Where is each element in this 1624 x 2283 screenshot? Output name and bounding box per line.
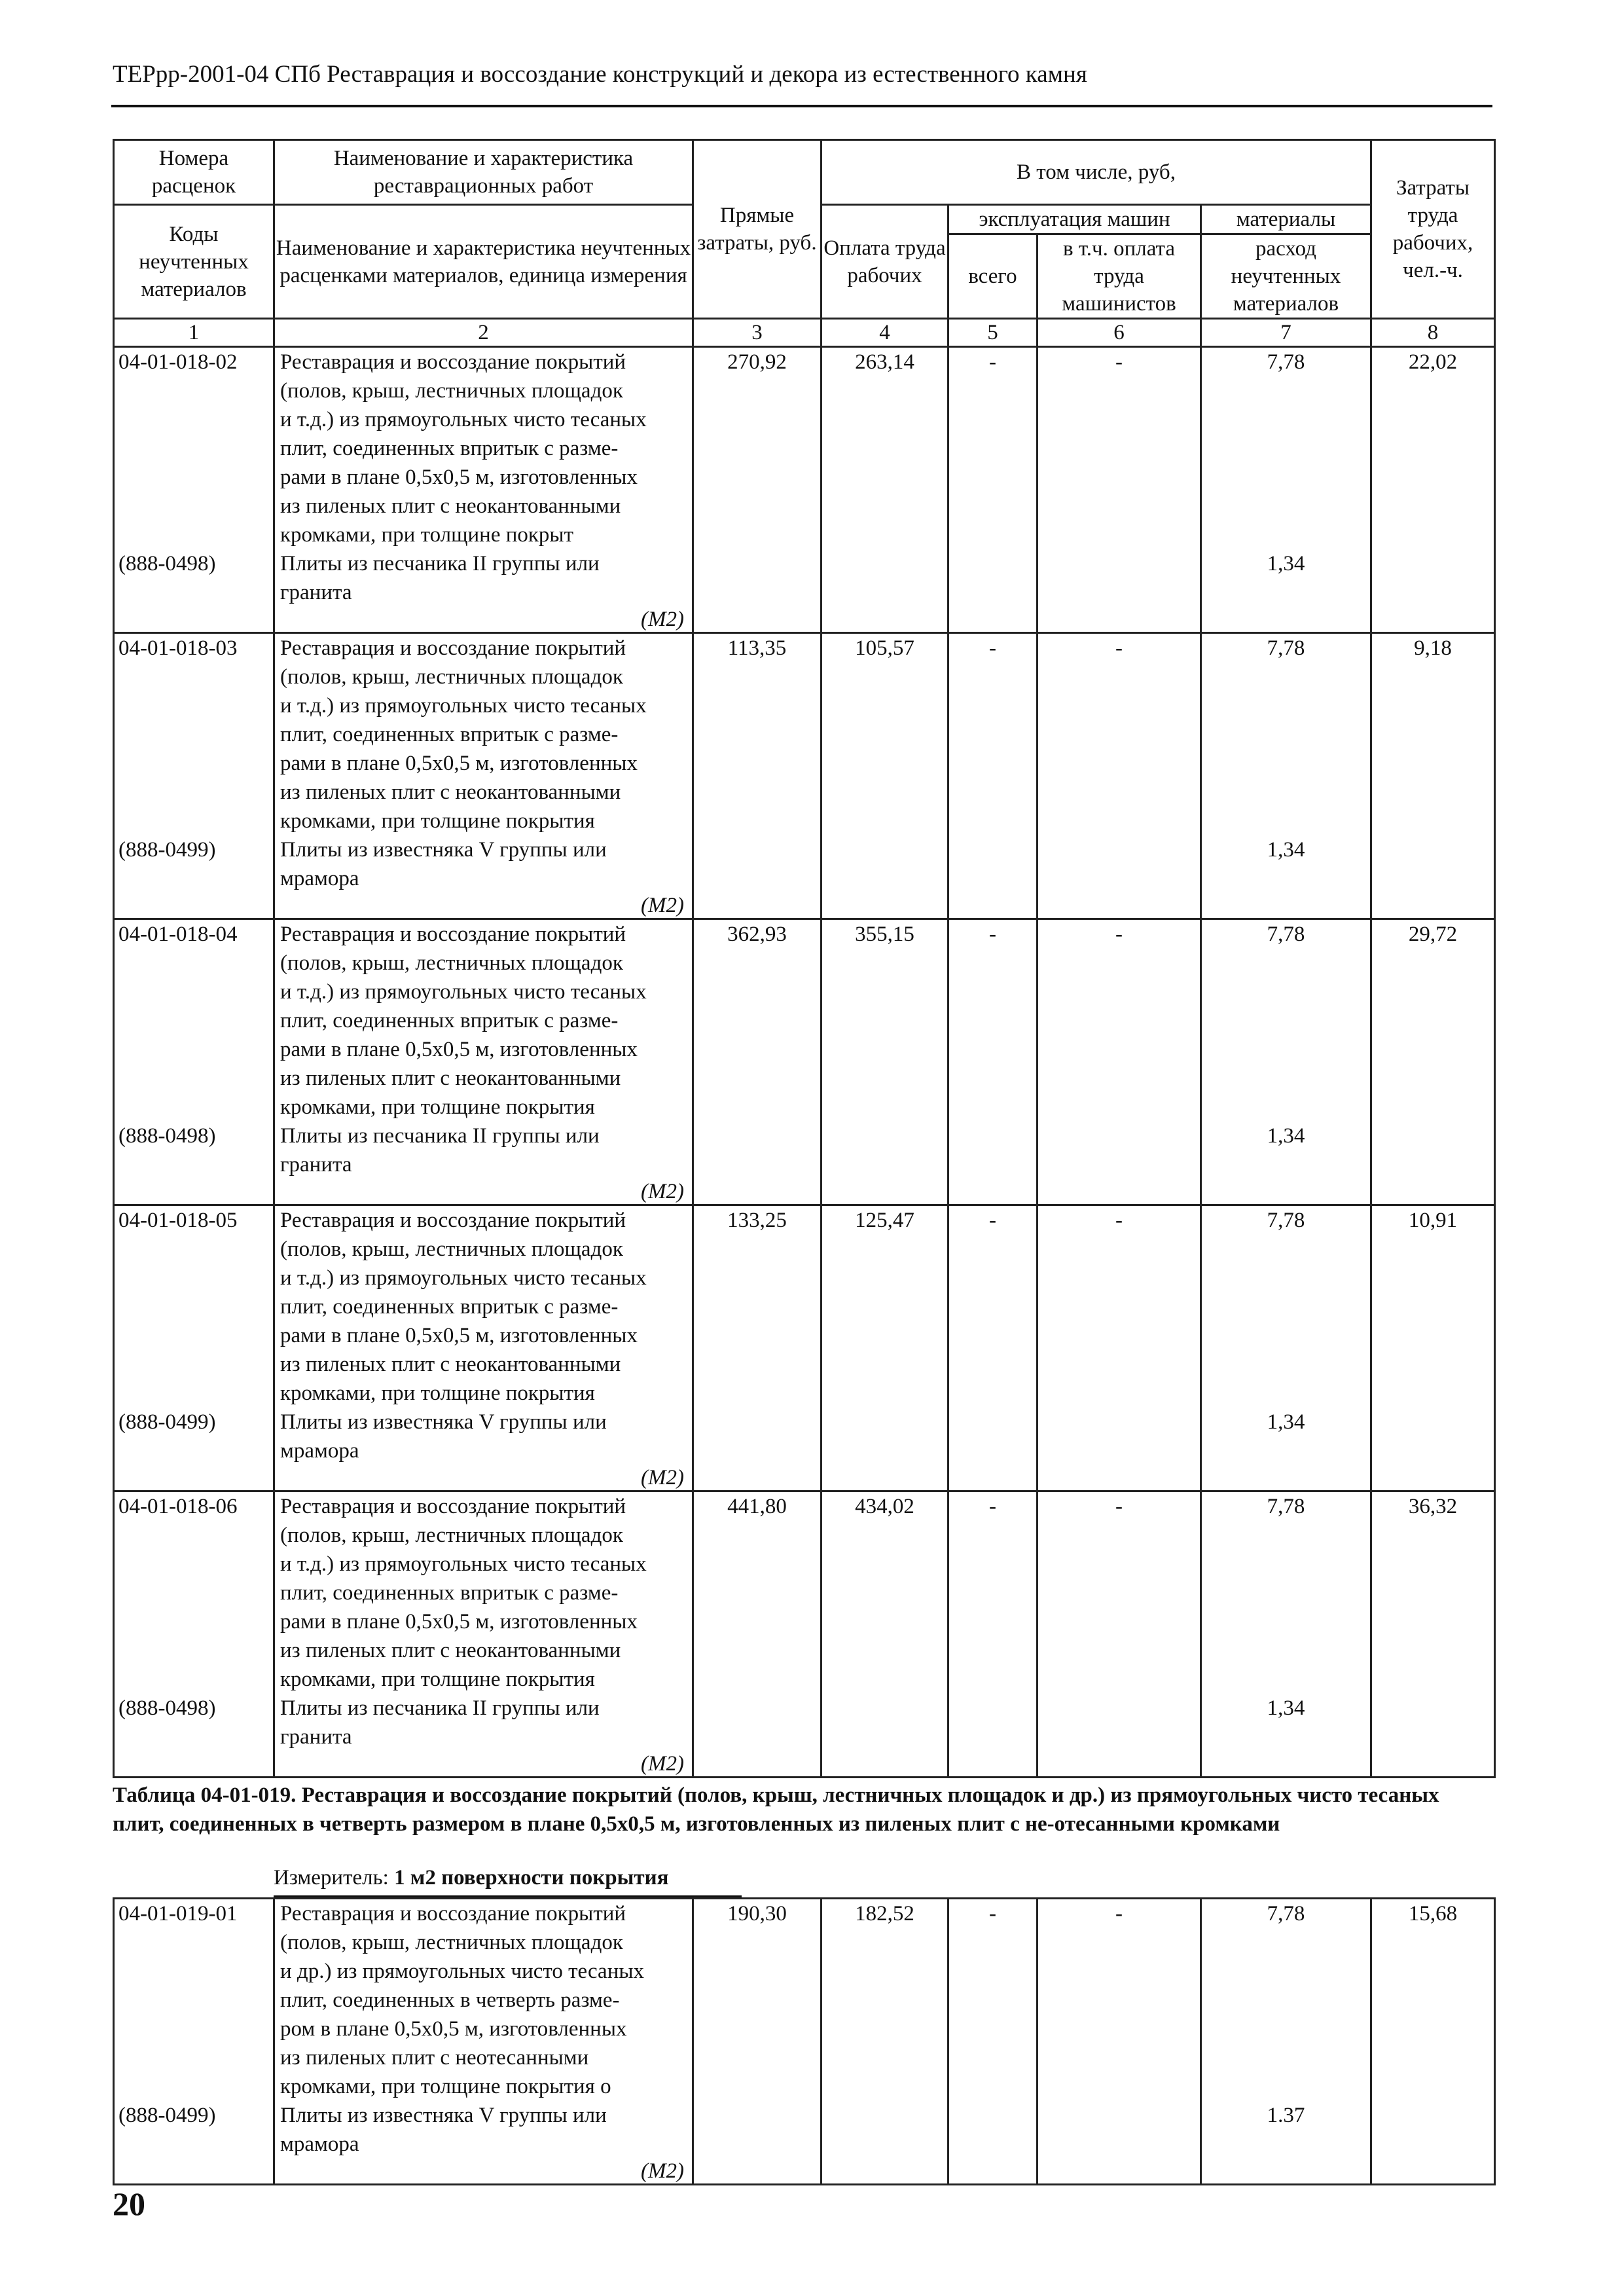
- material-code: (888-0498): [118, 1124, 216, 1148]
- machines-total: -: [948, 1491, 1038, 1778]
- code-cell: [114, 1899, 274, 2185]
- materials-cost: 7,78: [1267, 1495, 1305, 1518]
- labor-hours: 15,68: [1371, 1899, 1495, 2185]
- machinists-pay: -: [1038, 347, 1201, 633]
- work-description: Реставрация и воссоздание покрытий (полов, крыш, лестничных площадок и т.д.) из прямоугольных чисто тесаных плит, соединенных впритык с разме- рами в плане 0,5x0,5 м, изготовленных из пиленых плит с неокантованными кромками, при толщине покрытия: [280, 1495, 647, 1691]
- col-number: 2: [274, 319, 693, 347]
- header-col1-bottom: Коды неучтенных материалов: [114, 205, 274, 319]
- material-description: Плиты из песчаника II группы или гранита: [280, 1124, 600, 1177]
- work-description: Реставрация и воссоздание покрытий (полов, крыш, лестничных площадок и т.д.) из прямоугольных чисто тесаных плит, соединенных впритык с разме- рами в плане 0,5x0,5 м, изготовленных из пиленых плит с неокантованными кромками, при толщине покрыт: [280, 350, 647, 547]
- header-machines-total: всего: [948, 234, 1038, 319]
- labor-hours: 22,02: [1371, 347, 1495, 633]
- header-machines: эксплуатация машин: [948, 205, 1201, 234]
- work-description: Реставрация и воссоздание покрытий (полов, крыш, лестничных площадок и др.) из прямоугольных чисто тесаных плит, соединенных в четверть разме- ром в плане 0,5x0,5 м, изготовленных из пиленых плит с неотесанными кромками, при толщине покрытия о: [280, 1902, 645, 2098]
- labor-hours: 36,32: [1371, 1491, 1495, 1778]
- material-unit: (М2): [641, 894, 684, 917]
- rates-body-019: [114, 1899, 1495, 2185]
- material-description: Плиты из песчаника II группы или гранита: [280, 552, 600, 604]
- header-col2-bottom: Наименование и характеристика неучтенных расценками материалов, единица измерения: [274, 205, 693, 319]
- labor-pay: 182,52: [821, 1899, 948, 2185]
- header-group: В том числе, руб,: [821, 140, 1371, 205]
- header-machinists-pay: в т.ч. оплата труда машинистов: [1038, 234, 1201, 319]
- rates-table-019: [113, 1897, 1496, 2185]
- description-cell: [274, 347, 693, 633]
- material-qty: 1.37: [1267, 2104, 1305, 2127]
- meter-label: Измеритель:: [274, 1866, 389, 1890]
- code-cell: [114, 1205, 274, 1491]
- material-code: (888-0498): [118, 1696, 216, 1720]
- material-unit: (М2): [641, 1466, 684, 1489]
- work-description: Реставрация и воссоздание покрытий (полов, крыш, лестничных площадок и т.д.) из прямоугольных чисто тесаных плит, соединенных впритык с разме- рами в плане 0,5x0,5 м, изготовленных из пиленых плит с неокантованными кромками, при толщине покрытия: [280, 922, 647, 1119]
- header-materials: материалы: [1201, 205, 1371, 234]
- rate-code: 04-01-018-05: [118, 1209, 238, 1232]
- machinists-pay: -: [1038, 1205, 1201, 1491]
- material-qty: 1,34: [1267, 1410, 1305, 1434]
- col-number: 8: [1371, 319, 1495, 347]
- direct-costs: 190,30: [693, 1899, 821, 2185]
- labor-pay: 355,15: [821, 919, 948, 1205]
- code-cell: [114, 919, 274, 1205]
- rate-code: 04-01-019-01: [118, 1902, 238, 1926]
- machines-total: -: [948, 347, 1038, 633]
- materials-cell: [1201, 919, 1371, 1205]
- materials-cost: 7,78: [1267, 350, 1305, 374]
- material-code: (888-0498): [118, 552, 216, 575]
- header-unaccounted-materials: расход неучтенных материалов: [1201, 234, 1371, 319]
- material-qty: 1,34: [1267, 1696, 1305, 1720]
- rate-code: 04-01-018-04: [118, 922, 238, 946]
- direct-costs: 362,93: [693, 919, 821, 1205]
- material-qty: 1,34: [1267, 838, 1305, 862]
- machines-total: -: [948, 919, 1038, 1205]
- material-description: Плиты из песчаника II группы или гранита: [280, 1696, 600, 1749]
- labor-pay: 105,57: [821, 633, 948, 919]
- description-cell: [274, 1899, 693, 2185]
- direct-costs: 441,80: [693, 1491, 821, 1778]
- header-labor-pay: Оплата труда рабочих: [821, 205, 948, 319]
- table-row: [114, 1899, 1495, 2185]
- rates-body: [114, 347, 1495, 1778]
- machinists-pay: -: [1038, 1491, 1201, 1778]
- material-description: Плиты из известняка V группы или мрамора: [280, 1410, 607, 1463]
- materials-cost: 7,78: [1267, 636, 1305, 660]
- machinists-pay: -: [1038, 633, 1201, 919]
- col-number: 6: [1038, 319, 1201, 347]
- direct-costs: 270,92: [693, 347, 821, 633]
- labor-pay: 125,47: [821, 1205, 948, 1491]
- header-col1-top: Номера расценок: [114, 140, 274, 205]
- materials-cell: [1201, 1491, 1371, 1778]
- machines-total: -: [948, 633, 1038, 919]
- direct-costs: 113,35: [693, 633, 821, 919]
- labor-hours: 29,72: [1371, 919, 1495, 1205]
- material-unit: (М2): [641, 2159, 684, 2183]
- labor-hours: 10,91: [1371, 1205, 1495, 1491]
- material-description: Плиты из известняка V группы или мрамора: [280, 2104, 607, 2156]
- rates-table: [113, 139, 1496, 1778]
- description-cell: [274, 1205, 693, 1491]
- materials-cost: 7,78: [1267, 1902, 1305, 1926]
- labor-pay: 434,02: [821, 1491, 948, 1778]
- description-cell: [274, 919, 693, 1205]
- rate-code: 04-01-018-03: [118, 636, 238, 660]
- labor-pay: 263,14: [821, 347, 948, 633]
- page-number: 20: [113, 2185, 145, 2222]
- materials-cell: [1201, 633, 1371, 919]
- header-col2-top: Наименование и характеристика реставрационных работ: [274, 140, 693, 205]
- direct-costs: 133,25: [693, 1205, 821, 1491]
- machinists-pay: -: [1038, 919, 1201, 1205]
- col-number: 3: [693, 319, 821, 347]
- table-row: [114, 633, 1495, 919]
- table-row: [114, 919, 1495, 1205]
- material-unit: (М2): [641, 1752, 684, 1776]
- material-code: (888-0499): [118, 1410, 216, 1434]
- table-row: [114, 1205, 1495, 1491]
- col-number: 4: [821, 319, 948, 347]
- table-row: [114, 1491, 1495, 1778]
- code-cell: [114, 1491, 274, 1778]
- material-description: Плиты из известняка V группы или мрамора: [280, 838, 607, 890]
- code-cell: [114, 633, 274, 919]
- materials-cell: [1201, 1205, 1371, 1491]
- col-number: 7: [1201, 319, 1371, 347]
- running-head: ТЕРрр-2001-04 СПб Реставрация и воссоздание конструкций и декора из естественного камня: [113, 61, 1087, 88]
- work-description: Реставрация и воссоздание покрытий (полов, крыш, лестничных площадок и т.д.) из прямоугольных чисто тесаных плит, соединенных впритык с разме- рами в плане 0,5x0,5 м, изготовленных из пиленых плит с неокантованными кромками, при толщине покрытия: [280, 1209, 647, 1405]
- labor-hours: 9,18: [1371, 633, 1495, 919]
- material-qty: 1,34: [1267, 552, 1305, 575]
- materials-cell: [1201, 1899, 1371, 2185]
- machinists-pay: -: [1038, 1899, 1201, 2185]
- header-labor-hours: Затраты труда рабочих, чел.-ч.: [1371, 140, 1495, 319]
- materials-cost: 7,78: [1267, 922, 1305, 946]
- description-cell: [274, 633, 693, 919]
- material-code: (888-0499): [118, 2104, 216, 2127]
- material-qty: 1,34: [1267, 1124, 1305, 1148]
- header-rule: [111, 105, 1492, 107]
- work-description: Реставрация и воссоздание покрытий (полов, крыш, лестничных площадок и т.д.) из прямоугольных чисто тесаных плит, соединенных впритык с разме- рами в плане 0,5x0,5 м, изготовленных из пиленых плит с неокантованными кромками, при толщине покрытия: [280, 636, 647, 833]
- material-unit: (М2): [641, 608, 684, 631]
- material-unit: (М2): [641, 1180, 684, 1203]
- material-code: (888-0499): [118, 838, 216, 862]
- rate-code: 04-01-018-02: [118, 350, 238, 374]
- code-cell: [114, 347, 274, 633]
- materials-cost: 7,78: [1267, 1209, 1305, 1232]
- meter-value: 1 м2 поверхности покрытия: [394, 1866, 669, 1890]
- table-caption: Таблица 04-01-019. Реставрация и воссоздание покрытий (полов, крыш, лестничных площадок и др.) из прямоугольных чисто тесаных плит, соединенных в четверть размером в плане 0,5x0,5 м, изготовленных из пиленых плит с не-отесанными кромками: [113, 1783, 1439, 1836]
- machines-total: -: [948, 1205, 1038, 1491]
- col-number: 5: [948, 319, 1038, 347]
- header-direct-costs: Прямые затраты, руб.: [693, 140, 821, 319]
- meter-line: [274, 1866, 668, 1890]
- machines-total: -: [948, 1899, 1038, 2185]
- rate-code: 04-01-018-06: [118, 1495, 238, 1518]
- materials-cell: [1201, 347, 1371, 633]
- table-row: [114, 347, 1495, 633]
- col-number: 1: [114, 319, 274, 347]
- description-cell: [274, 1491, 693, 1778]
